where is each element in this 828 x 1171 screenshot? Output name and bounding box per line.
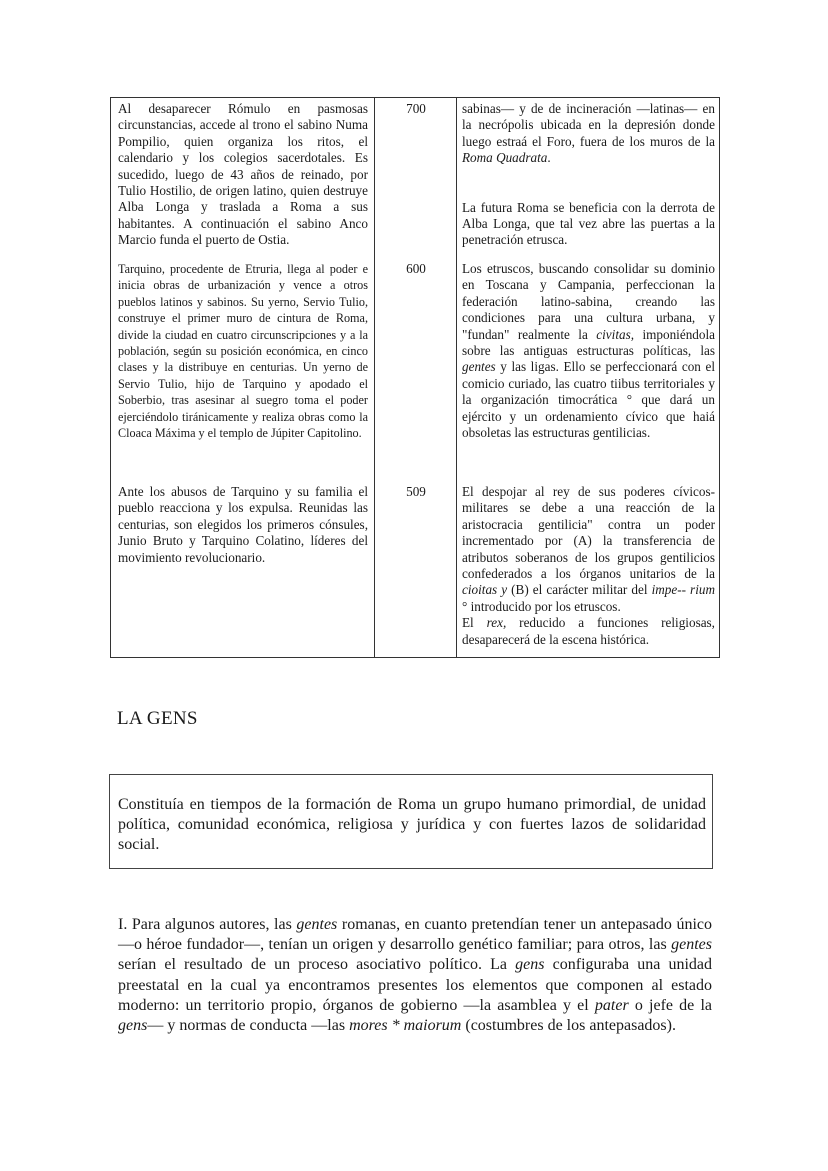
section-heading: LA GENS: [117, 708, 198, 729]
commentary-paragraph: Los etruscos, buscando consolidar su dominio en Toscana y Campania, perfeccionan la federación latino-sabina, creando las condiciones para una cultura urbana, y "fundan" realmente la civitas, imponiéndola sobre las antiguas estructuras políticas, las gentes y las ligas. Ello se perfeccionará con el comicio curiado, las cuatro tiibus territoriales y la organización timocrática ° que dará un ejército y un ordenamiento cívico que haiá obsoletas las estructuras gentilicias.: [462, 261, 715, 441]
event-cell: Tarquino, procedente de Etruria, llega al poder e inicia obras de urbanización y vence a otros pueblos latinos y sabinos. Su yerno, Servio Tulio, construye el primer muro de cintura de Roma, divide la ciudad en cuatro circunscripciones y a la población, según su posición económica, en cinco clases y la distribuye en centurias. Un yerno de Servio Tulio, hijo de Tarquino y apodado el Soberbio, tras asesinar al suegro toma el poder ejerciéndolo tiránicamente y realiza obras como la Cloaca Máxima y el templo de Júpiter Capitolino.: [118, 262, 368, 441]
column-divider: [456, 98, 457, 657]
commentary-cell: [462, 484, 715, 648]
event-cell: Ante los abusos de Tarquino y su familia el pueblo reacciona y los expulsa. Reunidas las centurias, son elegidos los primeros cónsules, Junio Bruto y Tarquino Colatino, líderes del movimiento revolucionario.: [118, 484, 368, 565]
column-divider: [374, 98, 375, 657]
commentary-paragraph: El rex, reducido a funciones religiosas, desaparecerá de la escena histórica.: [462, 615, 715, 647]
commentary-cell: [462, 101, 715, 249]
year-cell: 600: [406, 261, 426, 276]
year-cell: 509: [406, 484, 426, 499]
body-paragraph: I. Para algunos autores, las gentes romanas, en cuanto pretendían tener un antepasado único —o héroe fundador—, tenían un origen y desarrollo genético familiar; para otros, las gentes serían el resultado de un proceso asociativo político. La gens configuraba una unidad preestatal en la cual ya encontramos presentes los elementos que componen al estado moderno: un territorio propio, órganos de gobierno —la asamblea y el pater o jefe de la gens— y normas de conducta —las mores * maiorum (costumbres de los antepasados).: [118, 916, 713, 1035]
definition-text: Constituía en tiempos de la formación de Roma un grupo humano primordial, de unidad política, comunidad económica, religiosa y jurídica y con fuertes lazos de solidaridad social.: [118, 796, 706, 853]
commentary-cell: [462, 261, 715, 441]
commentary-paragraph: El despojar al rey de sus poderes cívicos-militares se debe a una reacción de la aristocracia gentilicia" contra un poder incrementado por (A) la transferencia de atributos soberanos de los grupos gentilicios confederados a los órganos unitarios de la cioitas y (B) el carácter militar del impe-- rium ° introducido por los etruscos.: [462, 484, 715, 614]
commentary-paragraph: sabinas— y de de incineración —latinas— en la necrópolis ubicada en la depresión donde luego estraá el Foro, fuera de los muros de la Roma Quadrata.: [462, 101, 715, 166]
timeline-table: [110, 97, 720, 658]
event-cell: Al desaparecer Rómulo en pasmosas circunstancias, accede al trono el sabino Numa Pompilio, quien organiza los ritos, el calendario y los colegios sacerdotales. Es sucedido, luego de 43 años de reinado, por Tulio Hostilio, de origen latino, quien destruye Alba Longa y traslada a Roma a sus habitantes. A continuación el sabino Anco Marcio funda el puerto de Ostia.: [118, 101, 368, 248]
definition-box: [109, 774, 713, 869]
year-cell: 700: [406, 101, 426, 116]
commentary-paragraph: La futura Roma se beneficia con la derrota de Alba Longa, que tal vez abre las puertas a la penetración etrusca.: [462, 199, 715, 248]
